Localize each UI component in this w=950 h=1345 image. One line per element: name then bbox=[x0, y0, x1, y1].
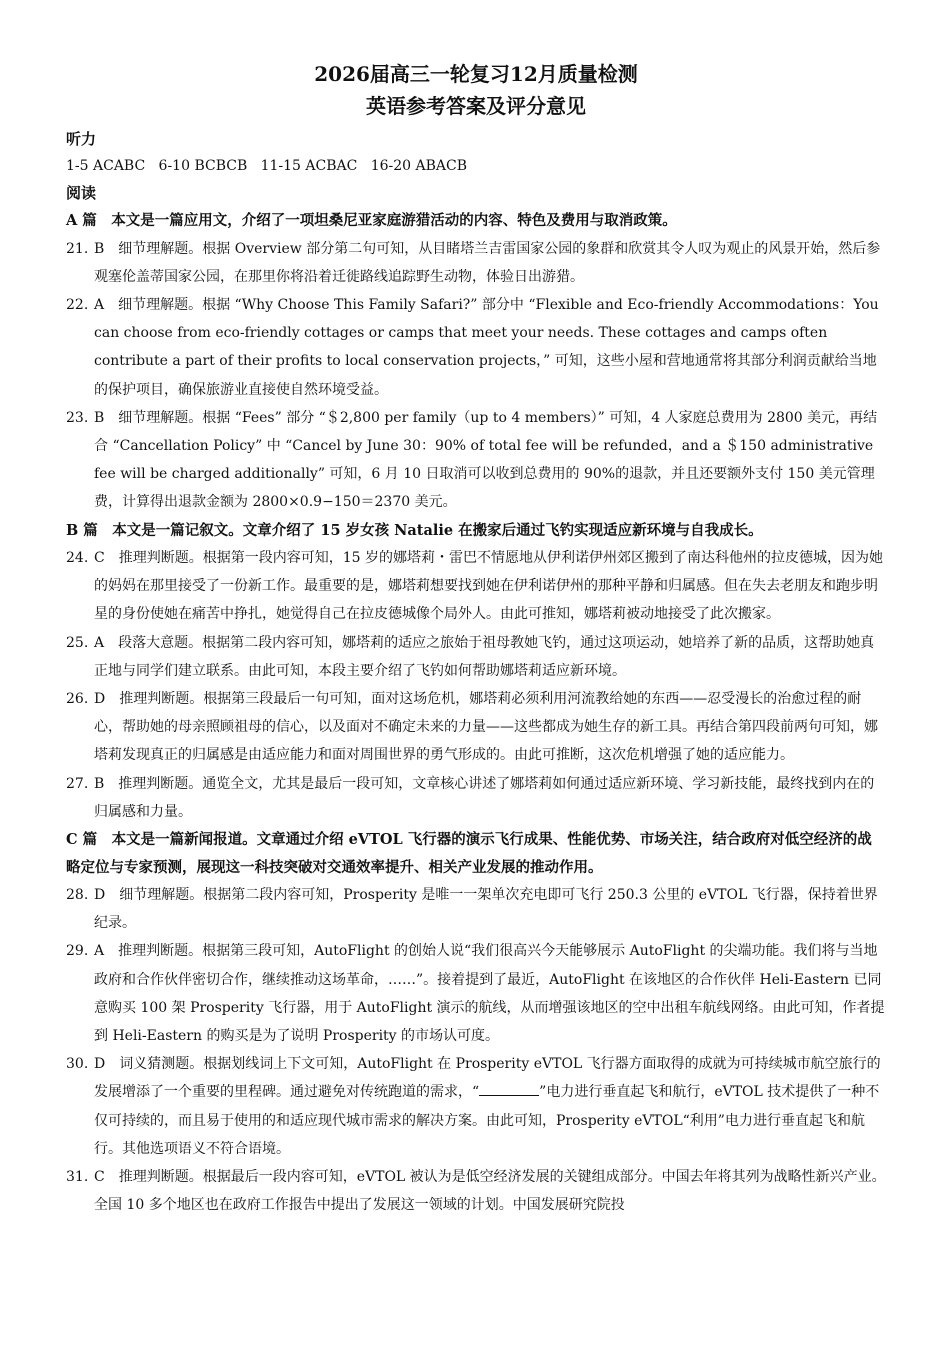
item-number: 22. bbox=[66, 296, 89, 313]
item-explanation: D 细节理解题。根据第二段内容可知，Prosperity 是唯一一架单次充电即可飞行 250.3 公里的 eVTOL 飞行器，保持着世界纪录。 bbox=[94, 887, 878, 932]
item-explanation: B 细节理解题。根据 “Fees” 部分 “＄2,800 per family（up to 4 members）” 可知，4 人家庭总费用为 2800 美元，再结合 “Cancellation Policy” 中 “Cancel by June 30：90% of total fee will be refunded，and a ＄150 administrative fee will be charged additionally” 可知，6 月 10 日取消可以收到总费用的 90%的退款，并且还要额外支付 150 美元管理费，计算得出退款金额为 2800×0.9−150＝2370 美元。 bbox=[94, 409, 878, 511]
item-explanation: A 细节理解题。根据 “Why Choose This Family Safari?” 部分中 “Flexible and Eco-friendly Accommodations：You can choose from eco-friendly cottages or camps that meet your needs. These cottages and camps often contribute a part of their profits to local conservation projects，” 可知，这些小屋和营地通常将其部分利润贡献给当地的保护项目，确保旅游业直接使自然环境受益。 bbox=[94, 296, 879, 398]
answer-item bbox=[66, 629, 886, 685]
item-number: 31. bbox=[66, 1169, 89, 1186]
item-explanation: C 推理判断题。根据最后一段内容可知，eVTOL 被认为是低空经济发展的关键组成部分。中国去年将其列为战略性新兴产业。全国 10 多个地区也在政府工作报告中提出了发展这一领域的计划。中国发展研究院投 bbox=[94, 1169, 886, 1214]
listening-heading: 听力 bbox=[66, 130, 97, 148]
item-number: 29. bbox=[66, 943, 89, 960]
item-explanation: C 推理判断题。根据第一段内容可知，15 岁的娜塔莉・雷巴不情愿地从伊利诺伊州郊区搬到了南达科他州的拉皮德城，因为她的妈妈在那里接受了一份新工作。最重要的是，娜塔莉想要找到她在伊利诺伊州的那种平静和归属感。但在失去老朋友和跑步明星的身份使她在痛苦中挣扎，她觉得自己在拉皮德城像个局外人。由此可推知，娜塔莉被动地接受了此次搬家。 bbox=[94, 550, 883, 623]
item-explanation-part-1: D 词义猜测题。根据划线词上下文可知，AutoFlight 在 Prosperity eVTOL 飞行器方面取得的成就为可持续城市航空旅行的发展增添了一个重要的里程碑。通过避免对传统跑道的需求，“ bbox=[94, 1056, 881, 1101]
answer-item bbox=[66, 1163, 886, 1219]
answer-item bbox=[66, 544, 886, 629]
item-number: 21. bbox=[66, 240, 89, 257]
item-number: 23. bbox=[66, 409, 89, 426]
item-number: 28. bbox=[66, 887, 89, 904]
item-number: 26. bbox=[66, 691, 89, 708]
item-number: 30. bbox=[66, 1056, 89, 1073]
answer-item bbox=[66, 1050, 886, 1163]
item-number: 24. bbox=[66, 550, 89, 567]
item-explanation: A 推理判断题。根据第三段可知，AutoFlight 的创始人说“我们很高兴今天能够展示 AutoFlight 的尖端功能。我们将与当地政府和合作伙伴密切合作，继续推动这场革命，……”。接着提到了最近，AutoFlight 在该地区的合作伙伴 Heli-Eastern 已同意购买 100 架 Prosperity 飞行器，用于 AutoFlight 演示的航线，从而增强该地区的空中出租车航线网络。由此可知，作者提到 Heli-Eastern 的购买是为了说明 Prosperity 的市场认可度。 bbox=[94, 943, 885, 1045]
item-explanation: B 推理判断题。通览全文，尤其是最后一段可知，文章核心讲述了娜塔莉如何通过适应新环境、学习新技能，最终找到内在的归属感和力量。 bbox=[94, 775, 875, 820]
answer-item bbox=[66, 404, 886, 517]
passage-c-summary: C 篇 本文是一篇新闻报道。文章通过介绍 eVTOL 飞行器的演示飞行成果、性能优势、市场关注，结合政府对低空经济的战略定位与专家预测，展现这一科技突破对交通效率提升、相关产业发展的推动作用。 bbox=[66, 831, 872, 876]
item-explanation: D 推理判断题。根据第三段最后一句可知，面对这场危机，娜塔莉必须利用河流教给她的东西——忍受漫长的治愈过程的耐心，帮助她的母亲照顾祖母的信心，以及面对不确定未来的力量——这些都成为她生存的新工具。再结合第四段前两句可知，娜塔莉发现真正的归属感是由适应能力和面对周围世界的勇气形成的。由此可推断，这次危机增强了她的适应能力。 bbox=[94, 691, 878, 764]
answer-item bbox=[66, 881, 886, 937]
document-subtitle: 英语参考答案及评分意见 bbox=[366, 94, 586, 118]
reading-heading: 阅读 bbox=[66, 184, 97, 202]
document-title: 2026届高三一轮复习12月质量检测 bbox=[314, 62, 638, 86]
answer-item bbox=[66, 291, 886, 404]
answer-item bbox=[66, 937, 886, 1050]
answer-item bbox=[66, 235, 886, 291]
answer-item bbox=[66, 770, 886, 826]
item-number: 25. bbox=[66, 634, 89, 651]
listening-answers: 1-5 ACABC 6-10 BCBCB 11-15 ACBAC 16-20 ABACB bbox=[66, 158, 468, 174]
item-explanation-part-2: ”电力进行垂直起飞和航行，eVTOL 技术提供了一种不仅可持续的，而且易于使用的和适应现代城市需求的解决方案。由此可知，Prosperity eVTOL“利用”电力进行垂直起飞和航行。其他选项语义不符合语境。 bbox=[94, 1084, 880, 1157]
answer-item bbox=[66, 685, 886, 770]
item-explanation: B 细节理解题。根据 Overview 部分第二句可知，从目睹塔兰吉雷国家公园的象群和欣赏其令人叹为观止的风景开始，然后参观塞伦盖蒂国家公园，在那里你将沿着迁徙路线追踪野生动物，体验日出游猎。 bbox=[94, 240, 881, 285]
passage-a-summary: A 篇 本文是一篇应用文，介绍了一项坦桑尼亚家庭游猎活动的内容、特色及费用与取消政策。 bbox=[66, 212, 677, 229]
item-number: 27. bbox=[66, 775, 89, 792]
underlined-blank bbox=[479, 1081, 539, 1096]
item-explanation: A 段落大意题。根据第二段内容可知，娜塔莉的适应之旅始于祖母教她飞钓，通过这项运动，她培养了新的品质，这帮助她真正地与同学们建立联系。由此可知，本段主要介绍了飞钓如何帮助娜塔莉适应新环境。 bbox=[94, 634, 875, 679]
passage-b-summary: B 篇 本文是一篇记叙文。文章介绍了 15 岁女孩 Natalie 在搬家后通过飞钓实现适应新环境与自我成长。 bbox=[66, 521, 763, 539]
